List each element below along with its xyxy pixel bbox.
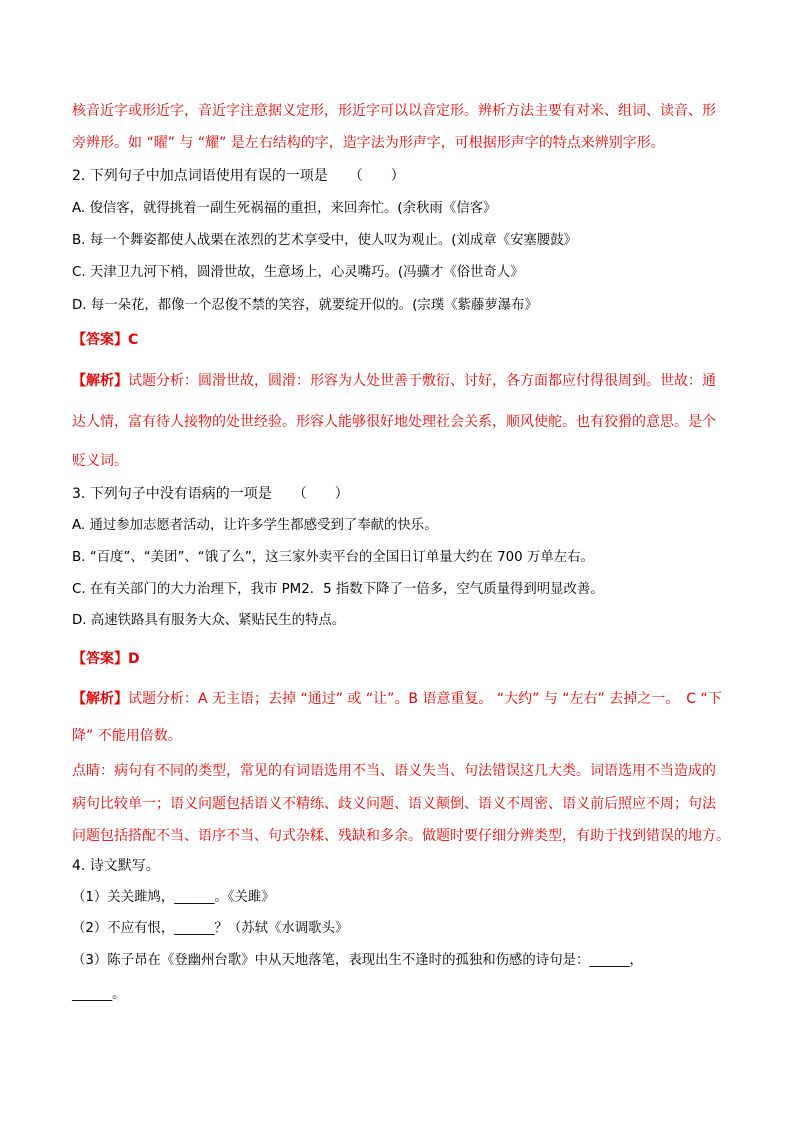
question-4-stem: 4. 诗文默写。 — [72, 858, 160, 874]
question-2-option-a: A. 俊信客，就得挑着一副生死祸福的重担，来回奔忙。(余秋雨《信客》 — [72, 201, 497, 216]
question-2-analysis — [72, 372, 732, 390]
tip-text-line: 病句比较单一；语义问题包括语义不精练、歧义问题、语义颠倒、语义不周密、语义前后照应不周；句法 — [72, 796, 716, 812]
question-2-stem: 2. 下列句子中加点词语使用有误的一项是 （ ） — [72, 168, 405, 184]
question-4-item-2: （2）不应有恨，______？（苏轼《水调歌头》 — [72, 921, 349, 936]
question-3-stem: 3. 下列句子中没有语病的一项是 （ ） — [72, 486, 349, 502]
question-4-item-3-continued: ______。 — [72, 987, 126, 1002]
analysis-text: 试题分析：A 无主语；去掉 “通过” 或 “让”。B 语意重复。 “大约” 与 “左右” 去掉之一。 C “下 — [128, 691, 722, 707]
question-2-option-b: B. 每一个舞姿都使人战栗在浓烈的艺术享受中，使人叹为观止。(刘成章《安塞腰鼓》 — [72, 233, 577, 248]
analysis-text-line: 旁辨形。如 “曜” 与 “耀” 是左右结构的字，造字法为形声字，可根据形声字的特点来辨别字形。 — [72, 135, 665, 151]
answer-tag: 【答案】 — [72, 332, 128, 348]
question-2-answer — [72, 331, 732, 349]
analysis-tag: 【解析】 — [72, 373, 128, 389]
question-3-option-a: A. 通过参加志愿者活动，让许多学生都感受到了奉献的快乐。 — [72, 518, 438, 533]
question-4-item-3: （3）陈子昂在《登幽州台歌》中从天地落笔，表现出生不逢时的孤独和伤感的诗句是：______， — [72, 953, 643, 968]
tip-text-line: 点睛：病句有不同的类型，常见的有词语选用不当、语义失当、句法错误这几大类。词语选用不当造成的 — [72, 763, 716, 779]
analysis-tag: 【解析】 — [72, 691, 128, 707]
analysis-text-line: 降” 不能用倍数。 — [72, 728, 182, 744]
tip-text-line: 问题包括搭配不当、语序不当、句式杂糅、残缺和多余。做题时要仔细分辨类型，有助于找到错误的地方。 — [72, 828, 730, 844]
analysis-text-line: 达人情，富有待人接物的处世经验。形容人能够很好地处理社会关系，顺风使舵。也有狡猾的意思。是个 — [72, 414, 716, 430]
analysis-text-line: 贬义词。 — [72, 453, 128, 469]
question-3-analysis — [72, 690, 732, 708]
question-3-option-c: C. 在有关部门的大力治理下，我市 PM2．5 指数下降了一倍多，空气质量得到明显改善。 — [72, 582, 604, 597]
question-4-item-1: （1）关关雎鸠，______。《关雎》 — [72, 890, 275, 905]
answer-value: D — [128, 651, 140, 667]
analysis-text-line: 核音近字或形近字，音近字注意据义定形，形近字可以以音定形。辨析方法主要有对米、组词、读音、形 — [72, 103, 716, 119]
analysis-text: 试题分析：圆滑世故，圆滑：形容为人处世善于敷衍、讨好，各方面都应付得很周到。世故：通 — [128, 373, 716, 389]
question-2-option-d: D. 每一朵花，都像一个忍俊不禁的笑容，就要绽开似的。(宗璞《紫藤萝瀑布》 — [72, 298, 538, 313]
answer-value: C — [128, 332, 139, 348]
answer-tag: 【答案】 — [72, 651, 128, 667]
question-2-option-c: C. 天津卫九河下梢，圆滑世故，生意场上，心灵嘴巧。(冯骥才《俗世奇人》 — [72, 265, 524, 280]
question-3-option-b: B. “百度”、“美团”、“饿了么”，这三家外卖平台的全国日订单量大约在 700 万单左右。 — [72, 550, 594, 565]
question-3-option-d: D. 高速铁路具有服务大众、紧贴民生的特点。 — [72, 613, 346, 628]
question-3-answer — [72, 650, 732, 668]
